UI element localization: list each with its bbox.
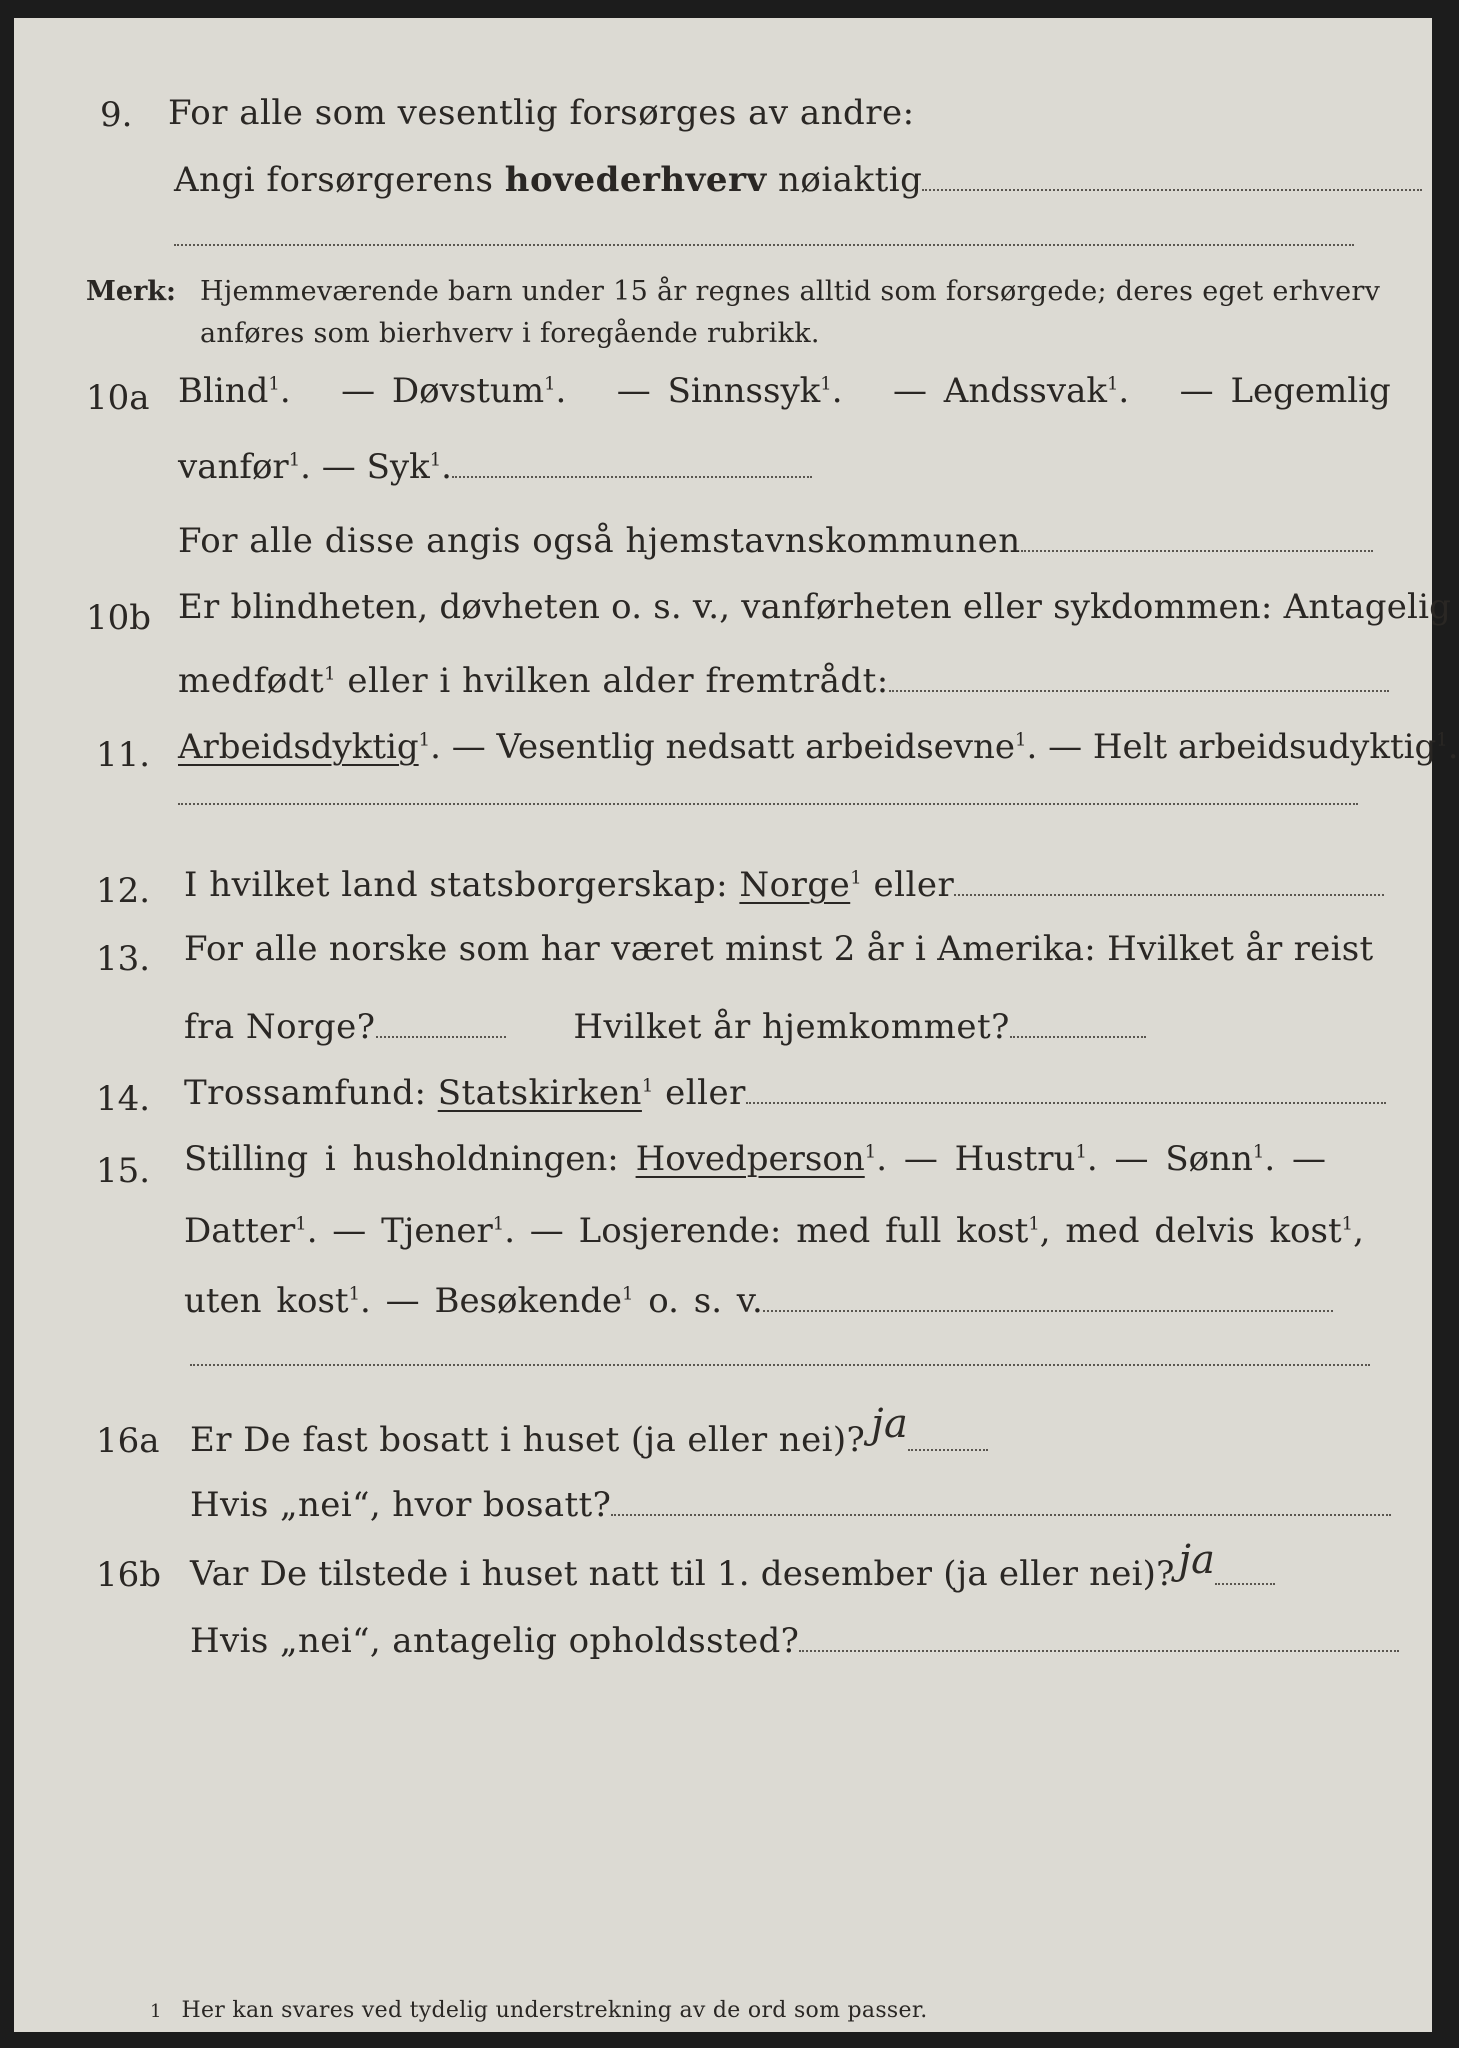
q16a-handwritten-answer: ja — [871, 1401, 909, 1447]
q13-line2: fra Norge? Hvilket år hjemkommet? — [184, 1010, 1146, 1044]
q15-answer-underlined: Hovedperson — [635, 1139, 865, 1179]
q11-number: 11. — [96, 735, 151, 775]
q12-number: 12. — [96, 871, 151, 911]
q11-line: Arbeidsdyktig$^1$. — Vesentlig nedsatt arbeidsevne$^1$. — Helt arbeidsudyktig$^1$. — [178, 727, 1459, 767]
q11-answer-rule — [178, 803, 1358, 805]
q16a-number: 16a — [96, 1421, 160, 1461]
q9-answer-rule — [174, 244, 1354, 246]
q9-line2: Angi forsørgerens hovederhverv nøiaktig — [174, 163, 1422, 197]
q15-number: 15. — [96, 1151, 151, 1191]
q9-number: 9. — [100, 95, 133, 135]
q14-number: 14. — [96, 1079, 151, 1119]
q15-line2: Datter$^1$. — Tjener$^1$. — Losjerende: med full kost$^1$, med delvis kost$^1$, — [184, 1211, 1364, 1251]
q10a-line3: For alle disse angis også hjemstavnskommunen — [178, 524, 1373, 558]
q16a-line2: Hvis „nei“, hvor bosatt? — [190, 1488, 1391, 1522]
q11-answer-underlined: Arbeidsdyktig — [178, 727, 419, 767]
q12-answer-underlined: Norge — [739, 865, 851, 905]
q10a-line1: Blind$^1$. — Døvstum$^1$. — Sinnssyk$^1$. — Andssvak$^1$. — Legemlig — [178, 371, 1391, 411]
q16b-number: 16b — [96, 1555, 162, 1595]
q14-answer-underlined: Statskirken — [437, 1073, 642, 1113]
q10a-number: 10a — [86, 378, 150, 418]
q15-answer-rule — [190, 1364, 1370, 1366]
q16b-handwritten-answer: ja — [1178, 1537, 1216, 1583]
q10a-line2: vanfør$^1$. — Syk$^1$. — [178, 450, 812, 484]
q10b-line2: medfødt$^1$ eller i hvilken alder fremtrådt: — [178, 664, 1389, 698]
q13-line1: For alle norske som har været minst 2 år i Amerika: Hvilket år reist — [184, 929, 1374, 969]
merk-text: Hjemmeværende barn under 15 år regnes alltid som forsørgede; deres eget erhverv anføres som bierhverv i foregående rubrikk. — [200, 276, 1381, 349]
q16b-line1: Var De tilstede i huset natt til 1. desember (ja eller nei)? ja — [190, 1552, 1275, 1592]
q15-line1: Stilling i husholdningen: Hovedperson$^1$. — Hustru$^1$. — Sønn$^1$. — — [184, 1139, 1326, 1179]
q14-line: Trossamfund: Statskirken$^1$ eller — [184, 1076, 1386, 1110]
q12-line: I hvilket land statsborgerskap: Norge$^1$ eller — [184, 868, 1384, 902]
q10b-number: 10b — [86, 598, 152, 638]
merk-label: Merk: — [86, 276, 176, 307]
footnote: 1 Her kan svares ved tydelig understrekning av de ord som passer. — [150, 1998, 928, 2023]
q15-line3: uten kost$^1$. — Besøkende$^1$ o. s. v. — [184, 1284, 1333, 1318]
q9-line1: For alle som vesentlig forsørges av andre: — [168, 93, 915, 133]
form-page — [14, 18, 1459, 2032]
q16b-line2: Hvis „nei“, antagelig opholdssted? — [190, 1624, 1399, 1658]
q10b-line1: Er blindheten, døvheten o. s. v., vanførheten eller sykdommen: Antagelig — [178, 587, 1452, 627]
q13-number: 13. — [96, 939, 151, 979]
q16a-line1: Er De fast bosatt i huset (ja eller nei)? ja — [190, 1418, 988, 1458]
